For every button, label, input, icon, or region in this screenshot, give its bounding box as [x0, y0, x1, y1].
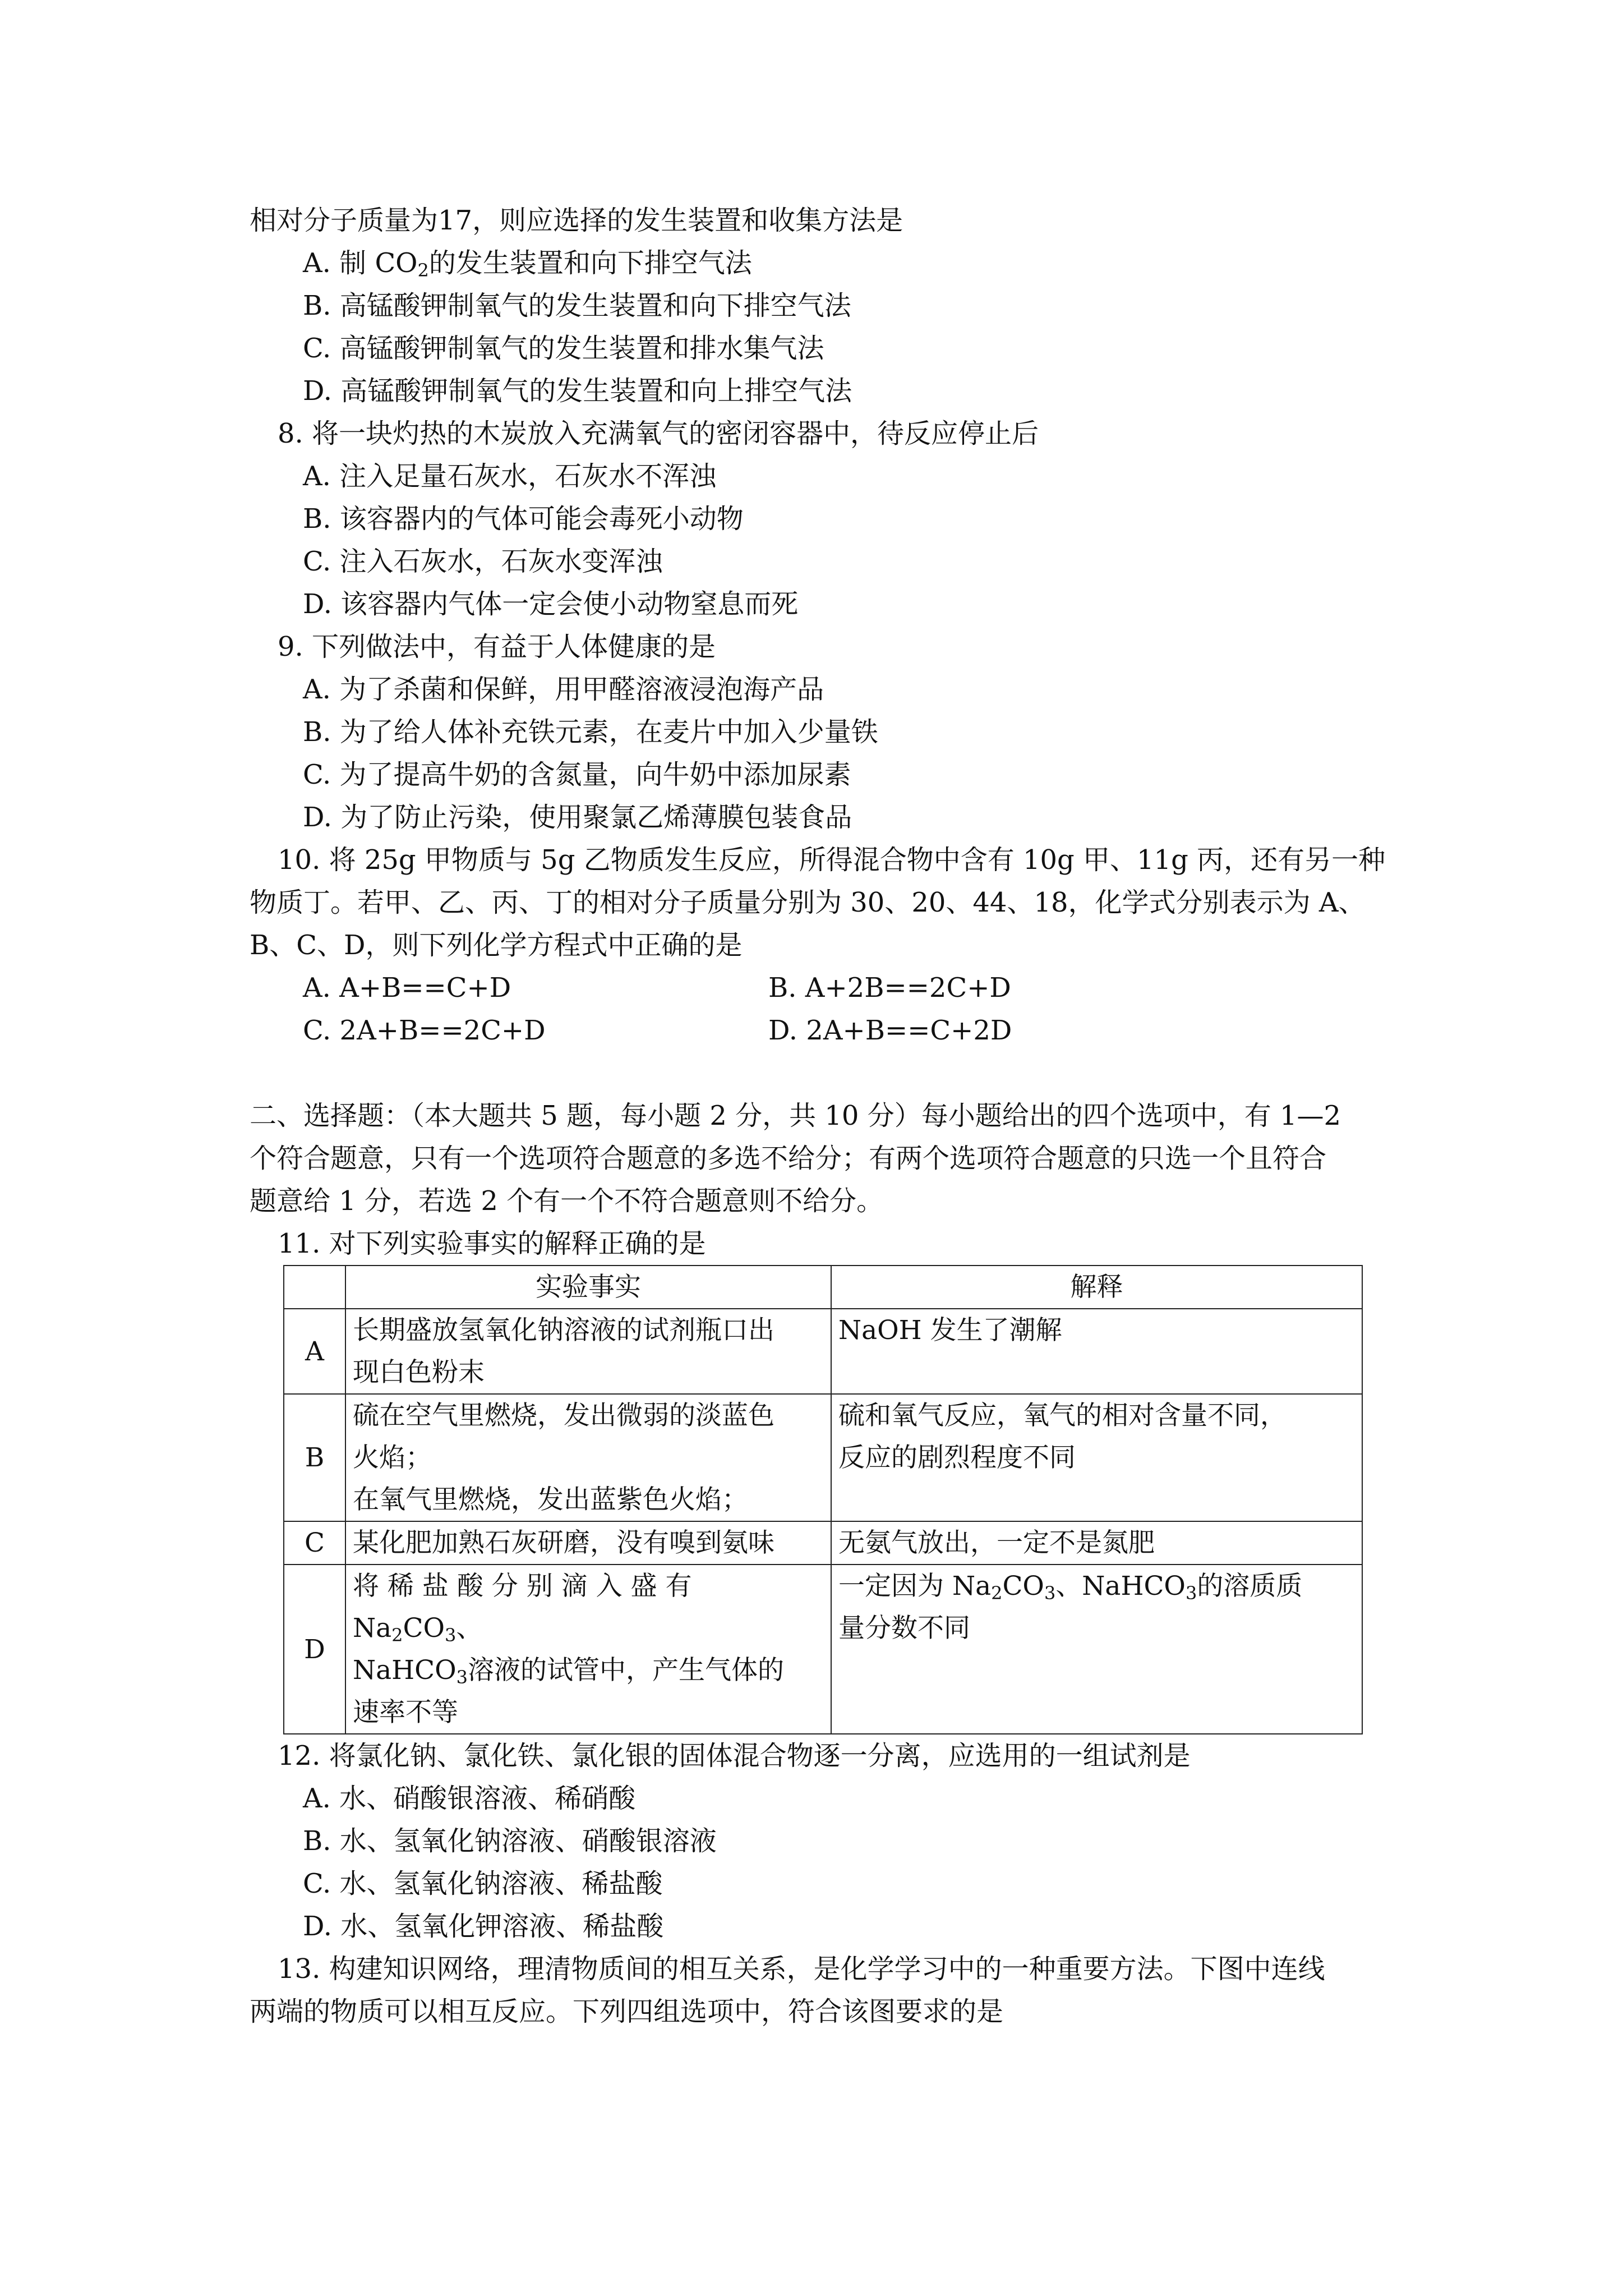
q10-stem-line2: 物质丁。若甲、乙、丙、丁的相对分子质量分别为 30、20、44、18，化学式分别表示为 A、: [250, 887, 1366, 918]
row-a-fact-line2: 现白色粉末: [353, 1357, 485, 1388]
q8-option-d: D. 该容器内气体一定会使小动物窒息而死: [303, 588, 799, 620]
q7-option-c: C. 高锰酸钾制氧气的发生装置和排水集气法: [303, 333, 824, 364]
q11-table: [283, 1265, 1363, 1734]
q12-option-c: C. 水、氢氧化钠溶液、稀盐酸: [303, 1868, 663, 1899]
q9-stem: 9. 下列做法中，有益于人体健康的是: [278, 631, 716, 662]
q13-stem-line1: 13. 构建知识网络，理清物质间的相互关系，是化学学习中的一种重要方法。下图中连线: [278, 1953, 1325, 1985]
row-d-expl-line2: 量分数不同: [838, 1613, 970, 1644]
row-label-c: C: [284, 1521, 345, 1565]
section-spacer: [250, 1052, 1394, 1094]
q8-option-a: A. 注入足量石灰水，石灰水不浑浊: [303, 461, 717, 492]
q10-stem-line3: B、C、D，则下列化学方程式中正确的是: [250, 930, 743, 961]
table-header-fact: 实验事实: [345, 1266, 831, 1309]
row-b-expl-line2: 反应的剧烈程度不同: [838, 1442, 1076, 1473]
row-b-fact: [345, 1394, 831, 1521]
table-header-explanation: 解释: [831, 1266, 1362, 1309]
row-b-expl-line1: 硫和氧气反应，氧气的相对含量不同，: [838, 1400, 1287, 1431]
section2-instructions-line1: 二、选择题：（本大题共 5 题，每小题 2 分，共 10 分）每小题给出的四个选项中，有 1—2: [250, 1100, 1341, 1131]
row-label-a: A: [284, 1309, 345, 1394]
q10-option-d: D. 2A+B==C+2D: [768, 1015, 1012, 1046]
q10-option-a: A. A+B==C+D: [303, 972, 511, 1004]
q10-options-row2: [250, 1009, 1394, 1052]
q8-option-c: C. 注入石灰水，石灰水变浑浊: [303, 546, 663, 577]
q7-option-b: B. 高锰酸钾制氧气的发生装置和向下排空气法: [303, 290, 851, 321]
row-b-explanation: [831, 1394, 1362, 1521]
table-row-a: [284, 1309, 1362, 1394]
q9-option-c: C. 为了提高牛奶的含氮量，向牛奶中添加尿素: [303, 759, 851, 790]
q11-stem: 11. 对下列实验事实的解释正确的是: [278, 1228, 706, 1259]
row-d-explanation: [831, 1565, 1362, 1734]
q7-option-a: A. 制 $CO_2$的发生装置和向下排空气法: [303, 247, 752, 281]
row-d-fact: [345, 1565, 831, 1734]
q12-stem: 12. 将氯化钠、氯化铁、氯化银的固体混合物逐一分离，应选用的一组试剂是: [278, 1740, 1191, 1772]
section2-instructions-line2: 个符合题意，只有一个选项符合题意的多选不给分；有两个选项符合题意的只选一个且符合: [250, 1143, 1327, 1174]
row-a-explanation: [831, 1309, 1362, 1394]
q9-option-a: A. 为了杀菌和保鲜，用甲醛溶液浸泡海产品: [303, 674, 824, 705]
q10-option-c: C. 2A+B==2C+D: [303, 1015, 546, 1046]
section2-instructions-line3: 题意给 1 分，若选 2 个有一个不符合题意则不给分。: [250, 1185, 884, 1217]
q8-stem: 8. 将一块灼热的木炭放入充满氧气的密闭容器中，待反应停止后: [278, 418, 1039, 449]
row-d-expl-line1: 一定因为 $Na_2CO_3$、NaHCO$_3$的溶质质: [838, 1571, 1303, 1604]
q10-options-row1: [250, 967, 1394, 1009]
q12-option-b: B. 水、氢氧化钠溶液、硝酸银溶液: [303, 1825, 717, 1857]
table-row-c: [284, 1521, 1362, 1565]
row-b-fact-line3: 在氧气里燃烧，发出蓝紫色火焰；: [353, 1484, 748, 1515]
row-c-fact: [345, 1521, 831, 1565]
row-c-explanation: [831, 1521, 1362, 1565]
q10-stem-line1: 10. 将 25g 甲物质与 5g 乙物质发生反应，所得混合物中含有 10g 甲、11g 丙，还有另一种: [278, 844, 1386, 876]
row-c-expl-line1: 无氨气放出，一定不是氮肥: [838, 1527, 1155, 1558]
q13-stem-line2: 两端的物质可以相互反应。下列四组选项中，符合该图要求的是: [250, 1996, 1004, 2027]
table-row-b: [284, 1394, 1362, 1521]
row-d-fact-line1: 将 稀 盐 酸 分 别 滴 入 盛 有 $Na_2CO_3$、: [353, 1571, 692, 1646]
q7-continuation: 相对分子质量为17，则应选择的发生装置和收集方法是: [250, 205, 903, 236]
row-d-fact-line2: NaHCO$_3$溶液的试管中，产生气体的: [353, 1655, 784, 1688]
row-label-d: D: [284, 1565, 345, 1734]
table-header-label: [284, 1266, 345, 1309]
row-a-fact-line1: 长期盛放氢氧化钠溶液的试剂瓶口出: [353, 1315, 774, 1346]
q12-option-d: D. 水、氢氧化钾溶液、稀盐酸: [303, 1911, 664, 1942]
row-a-fact: [345, 1309, 831, 1394]
exam-page: [250, 199, 1394, 2033]
q7-option-d: D. 高锰酸钾制氧气的发生装置和向上排空气法: [303, 375, 852, 407]
q9-option-d: D. 为了防止污染，使用聚氯乙烯薄膜包装食品: [303, 802, 852, 833]
table-row-d: [284, 1565, 1362, 1734]
q10-option-b: B. A+2B==2C+D: [768, 972, 1011, 1004]
row-c-fact-line1: 某化肥加熟石灰研磨，没有嗅到氨味: [353, 1527, 774, 1558]
row-b-fact-line1: 硫在空气里燃烧，发出微弱的淡蓝色: [353, 1400, 774, 1431]
q8-option-b: B. 该容器内的气体可能会毒死小动物: [303, 503, 744, 535]
q9-option-b: B. 为了给人体补充铁元素，在麦片中加入少量铁: [303, 716, 878, 748]
row-a-expl-line1: NaOH 发生了潮解: [838, 1315, 1062, 1346]
row-d-fact-line3: 速率不等: [353, 1697, 458, 1728]
row-b-fact-line2: 火焰；: [353, 1442, 432, 1473]
q12-option-a: A. 水、硝酸银溶液、稀硝酸: [303, 1783, 636, 1814]
table-header-row: [284, 1266, 1362, 1309]
row-label-b: B: [284, 1394, 345, 1521]
